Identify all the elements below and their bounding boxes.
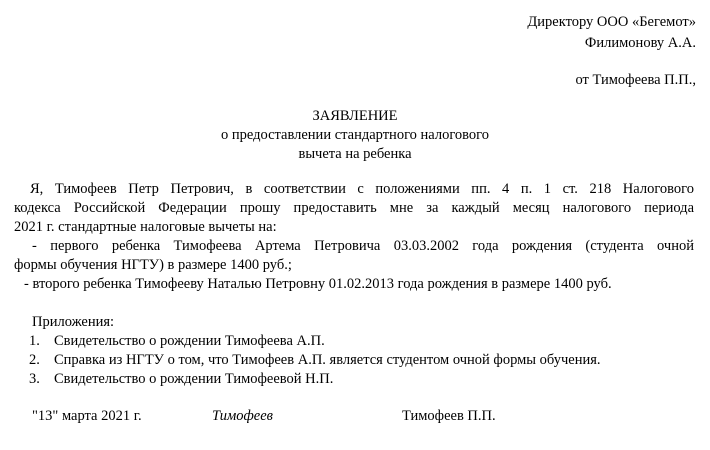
deduction-item-1-line-2: формы обучения НГТУ) в размере 1400 руб.; [14,257,292,273]
document-title: ЗАЯВЛЕНИЕ [312,108,398,124]
attachment-text: Свидетельство о рождении Тимофеева А.П. [54,333,325,349]
addressee-line-2: Филимонову А.А. [584,35,696,51]
document-subtitle-line-1: о предоставлении стандартного налогового [220,127,490,143]
attachments-heading: Приложения: [32,314,115,330]
handwritten-signature: Тимофеев [212,408,273,424]
attachment-number: 2. [29,352,40,368]
body-paragraph-line-2: кодекса Российской Федерации прошу предоставить мне за каждый месяц налогового периода [14,200,694,216]
body-paragraph-line-1: Я, Тимофеев Петр Петрович, в соответствии с положениями пп. 4 п. 1 ст. 218 Налогового [30,181,694,197]
body-paragraph-line-3: 2021 г. стандартные налоговые вычеты на: [14,219,277,235]
document-subtitle-line-2: вычета на ребенка [298,146,412,162]
attachment-number: 1. [29,333,40,349]
deduction-item-1-line-1: - первого ребенка Тимофеева Артема Петровича 03.03.2002 года рождения (студента очной [32,238,694,254]
attachment-text: Справка из НГТУ о том, что Тимофеев А.П. является студентом очной формы обучения. [54,352,601,368]
deduction-item-2: - второго ребенка Тимофееву Наталью Петровну 01.02.2013 года рождения в размере 1400 руб. [24,276,612,292]
signature-date: "13" марта 2021 г. [32,408,142,424]
addressee-line-1: Директору ООО «Бегемот» [527,14,696,30]
sender-line: от Тимофеева П.П., [575,72,696,88]
attachment-number: 3. [29,371,40,387]
attachment-text: Свидетельство о рождении Тимофеевой Н.П. [54,371,334,387]
signatory-name: Тимофеев П.П. [402,408,496,424]
